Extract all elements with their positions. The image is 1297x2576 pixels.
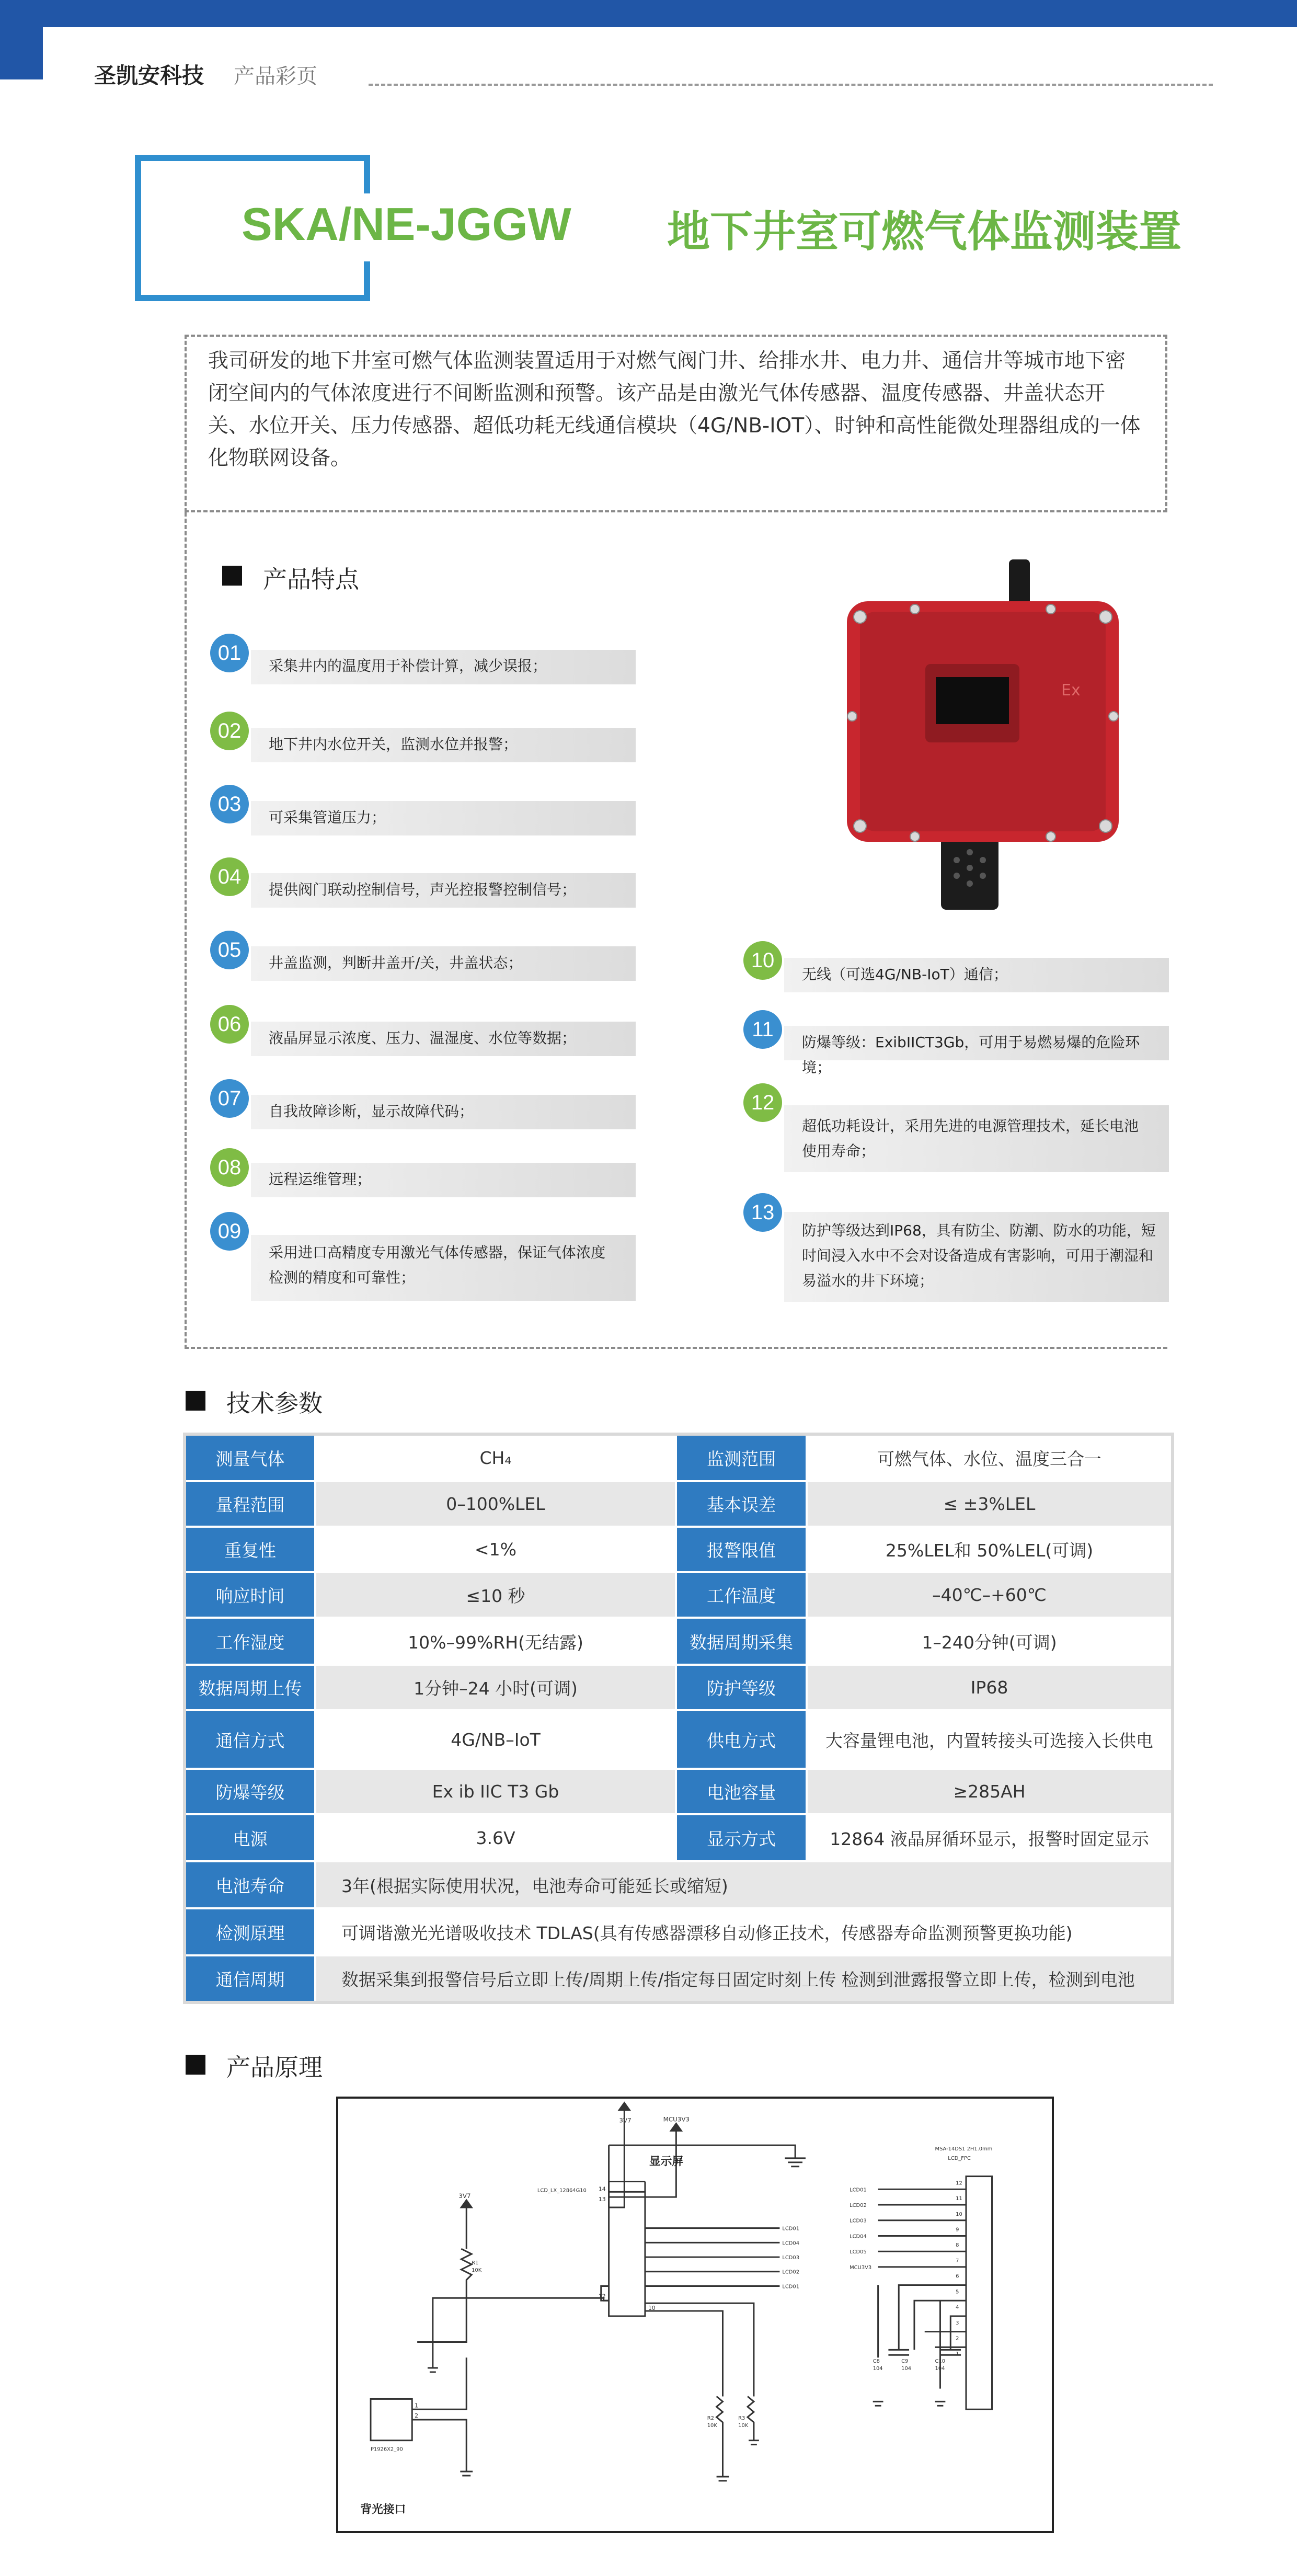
feature-number: 07 (210, 1079, 249, 1118)
spec-value: 25%LEL和 50%LEL(可调) (807, 1527, 1173, 1572)
spec-row (185, 1618, 1173, 1665)
section-marker (222, 566, 242, 586)
feature-number: 08 (210, 1148, 249, 1187)
resistor-value: 10K (738, 2422, 749, 2429)
pin-label: 10 (648, 2305, 656, 2312)
feature-text: 可采集管道压力； (269, 809, 386, 826)
capacitor-value: 104 (873, 2365, 883, 2372)
spec-value: 1–240分钟(可调) (807, 1618, 1173, 1665)
spec-label: 量程范围 (185, 1481, 315, 1527)
lcd-net-label: LCD03 (782, 2255, 800, 2261)
pin-label: 2 (415, 2412, 419, 2420)
top-brand-bar (0, 0, 1297, 27)
fpc-pin-label: 12 (956, 2180, 962, 2186)
capacitor-value: 104 (935, 2365, 945, 2372)
fpc-part-label: MSA-14DS1 2H1.0mm (935, 2146, 993, 2153)
spec-value: 3.6V (315, 1814, 676, 1861)
capacitor-value: 104 (901, 2365, 912, 2372)
fpc-pin-label: 9 (956, 2227, 959, 2233)
spec-label: 测量气体 (185, 1434, 315, 1481)
fpc-net-label: MCU3V3 (850, 2264, 872, 2271)
ex-mark: Ex (1061, 681, 1081, 700)
spec-value: ≥285AH (807, 1769, 1173, 1814)
lcd-net-label: LCD01 (782, 2226, 800, 2232)
spec-label: 电池容量 (676, 1769, 807, 1814)
resistor-value: 10K (707, 2422, 717, 2429)
spec-label: 防爆等级 (185, 1769, 315, 1814)
feature-text: 采集井内的温度用于补偿计算，减少误报； (269, 657, 547, 674)
mcu-supply-label: MCU3V3 (663, 2115, 690, 2123)
spec-label: 显示方式 (676, 1814, 807, 1861)
spec-label: 防护等级 (676, 1665, 807, 1710)
spec-value: –40℃–+60℃ (807, 1572, 1173, 1618)
capacitor-label: C10 (935, 2359, 946, 2365)
spec-label: 数据周期采集 (676, 1618, 807, 1665)
spec-label: 数据周期上传 (185, 1665, 315, 1710)
fpc-pin-label: 1 (956, 2351, 959, 2357)
spec-value: 10%–99%RH(无结露) (315, 1618, 676, 1665)
spec-label: 响应时间 (185, 1572, 315, 1618)
spec-row (185, 1908, 1173, 1955)
fpc-pin-label: 6 (956, 2273, 959, 2280)
feature-number: 12 (743, 1083, 782, 1122)
page-label: 产品彩页 (234, 64, 317, 88)
feature-number: 06 (210, 1005, 249, 1044)
resistor-label: R1 (472, 2260, 479, 2266)
feature-number: 03 (210, 785, 249, 823)
spec-label: 报警限值 (676, 1527, 807, 1572)
company-name: 圣凯安科技 (94, 63, 204, 88)
lcd-screen (936, 677, 1009, 724)
lcd-net-label: LCD04 (782, 2240, 800, 2247)
fpc-pin-label: 10 (956, 2211, 962, 2217)
spec-label: 监测范围 (676, 1434, 807, 1481)
fpc-net-label: LCD01 (850, 2187, 867, 2193)
spec-value: 1分钟–24 小时(可调) (315, 1665, 676, 1710)
spec-value: 可调谐激光光谱吸收技术 TDLAS(具有传感器漂移自动修正技术，传感器寿命监测预警更换功能) (315, 1908, 1173, 1955)
fpc-pin-label: 5 (956, 2289, 959, 2295)
header-divider (369, 84, 1213, 86)
feature-text: 自我故障诊断，显示故障代码； (269, 1103, 474, 1120)
spec-value: 0–100%LEL (315, 1481, 676, 1527)
spec-row (185, 1434, 1173, 1481)
feature-number: 13 (743, 1193, 782, 1232)
fpc-pin-label: 8 (956, 2242, 959, 2249)
spec-value: 12864 液晶屏循环显示，报警时固定显示 (807, 1814, 1173, 1861)
spec-label: 电池寿命 (185, 1861, 315, 1908)
features-title: 产品特点 (263, 565, 359, 593)
pin-label: 14 (598, 2185, 606, 2193)
spec-label: 工作温度 (676, 1572, 807, 1618)
spec-row (185, 1572, 1173, 1618)
specs-title: 技术参数 (226, 1389, 323, 1417)
supply-3v7-label: 3V7 (619, 2116, 632, 2124)
spec-label: 工作湿度 (185, 1618, 315, 1665)
fpc-pin-label: 4 (956, 2305, 959, 2311)
display-label: 显示屏 (649, 2155, 684, 2168)
lcd-part-label: LCD_LX_12864G10 (537, 2188, 587, 2194)
capacitor-label: C9 (901, 2359, 909, 2365)
spec-value: IP68 (807, 1665, 1173, 1710)
spec-label: 检测原理 (185, 1908, 315, 1955)
spec-label: 重复性 (185, 1527, 315, 1572)
spec-value: ≤10 秒 (315, 1572, 676, 1618)
spec-table (183, 1433, 1174, 2004)
feature-text: 井盖监测，判断井盖开/关，井盖状态； (269, 954, 523, 971)
feature-text: 采用进口高精度专用激光气体传感器，保证气体浓度检测的精度和可靠性； (269, 1244, 606, 1286)
spec-value: CH₄ (315, 1434, 676, 1481)
fpc-net-label: LCD03 (850, 2218, 867, 2224)
spec-value: Ex ib IIC T3 Gb (315, 1769, 676, 1814)
spec-row (185, 1955, 1173, 2002)
feature-text: 防护等级达到IP68，具有防尘、防潮、防水的功能，短时间浸入水中不会对设备造成有害影响，可用于潮湿和易溢水的井下环境； (802, 1222, 1156, 1289)
spec-value: 大容量锂电池，内置转接头可选接入长供电 (807, 1710, 1173, 1769)
feature-number: 01 (210, 634, 249, 672)
spec-value: 4G/NB–IoT (315, 1710, 676, 1769)
feature-number: 04 (210, 857, 249, 896)
spec-label: 基本误差 (676, 1481, 807, 1527)
spec-row (185, 1665, 1173, 1710)
spec-row (185, 1769, 1173, 1814)
principle-title: 产品原理 (226, 2053, 323, 2081)
pin-label: 13 (598, 2196, 606, 2203)
capacitor-label: C8 (873, 2359, 880, 2365)
feature-text: 提供阀门联动控制信号，声光控报警控制信号； (269, 881, 577, 898)
backlight-part-label: P1926X2_90 (371, 2446, 403, 2453)
spec-row (185, 1710, 1173, 1769)
lcd-net-label: LCD02 (782, 2269, 800, 2275)
feature-number: 10 (743, 941, 782, 980)
spec-label: 电源 (185, 1814, 315, 1861)
feature-number: 11 (743, 1010, 782, 1049)
backlight-label: 背光接口 (360, 2503, 406, 2516)
spec-label: 通信方式 (185, 1710, 315, 1769)
feature-text: 无线（可选4G/NB-IoT）通信； (802, 966, 1008, 983)
pin-label: 1 (415, 2402, 419, 2409)
feature-text: 防爆等级：ExibIICT3Gb，可用于易燃易爆的危险环境； (802, 1034, 1140, 1076)
intro-text: 我司研发的地下井室可燃气体监测装置适用于对燃气阀门井、给排水井、电力井、通信井等城市地下密闭空间内的气体浓度进行不间断监测和预警。该产品是由激光气体传感器、温度传感器、井盖状态开关、水位开关、压力传感器、超低功耗无线通信模块（4G/NB-IOT）、时钟和高性能微处理器组成的一体化物联网设备。 (208, 349, 1141, 470)
fpc-pin-label: 2 (956, 2335, 959, 2342)
feature-number: 05 (210, 931, 249, 969)
spec-value: <1% (315, 1527, 676, 1572)
spec-label: 通信周期 (185, 1955, 315, 2002)
section-marker (186, 2055, 205, 2075)
pin-label: 12 (598, 2293, 606, 2300)
spec-value: 可燃气体、水位、温度三合一 (807, 1434, 1173, 1481)
resistor-label: R3 (738, 2415, 745, 2422)
circuit-diagram (336, 2097, 1054, 2533)
fpc-net-label: LCD04 (850, 2234, 867, 2240)
fpc-net-label: LCD05 (850, 2249, 867, 2256)
product-model: SKA/NE-JGGW (242, 198, 571, 250)
feature-number: 02 (210, 712, 249, 750)
resistor-label: R2 (707, 2415, 714, 2422)
feature-text: 超低功耗设计，采用先进的电源管理技术，延长电池使用寿命； (802, 1117, 1139, 1160)
fpc-label: LCD_FPC (948, 2155, 971, 2161)
spec-label: 供电方式 (676, 1710, 807, 1769)
left-supply-label: 3V7 (458, 2192, 471, 2200)
device-photo (836, 559, 1129, 915)
spec-row (185, 1861, 1173, 1908)
feature-text: 地下井内水位开关，监测水位并报警； (269, 736, 518, 753)
spec-value: 数据采集到报警信号后立即上传/周期上传/指定每日固定时刻上传 检测到泄露报警立即上传，检测到电池 (315, 1955, 1173, 2002)
resistor-value: 10K (472, 2267, 482, 2273)
spec-row (185, 1481, 1173, 1527)
section-marker (186, 1391, 205, 1411)
feature-number: 09 (210, 1212, 249, 1251)
feature-text: 远程运维管理； (269, 1171, 372, 1188)
spec-row (185, 1527, 1173, 1572)
product-name: 地下井室可燃气体监测装置 (667, 207, 1182, 257)
fpc-net-label: LCD02 (850, 2202, 867, 2208)
fpc-pin-label: 7 (956, 2258, 959, 2264)
top-brand-tab (0, 27, 43, 79)
spec-value: ≤ ±3%LEL (807, 1481, 1173, 1527)
feature-text: 液晶屏显示浓度、压力、温湿度、水位等数据； (269, 1029, 577, 1047)
lcd-net-label: LCD01 (782, 2284, 800, 2290)
fpc-pin-label: 11 (956, 2196, 962, 2202)
spec-value: 3年(根据实际使用状况，电池寿命可能延长或缩短) (315, 1861, 1173, 1908)
fpc-pin-label: 3 (956, 2320, 959, 2326)
spec-row (185, 1814, 1173, 1861)
